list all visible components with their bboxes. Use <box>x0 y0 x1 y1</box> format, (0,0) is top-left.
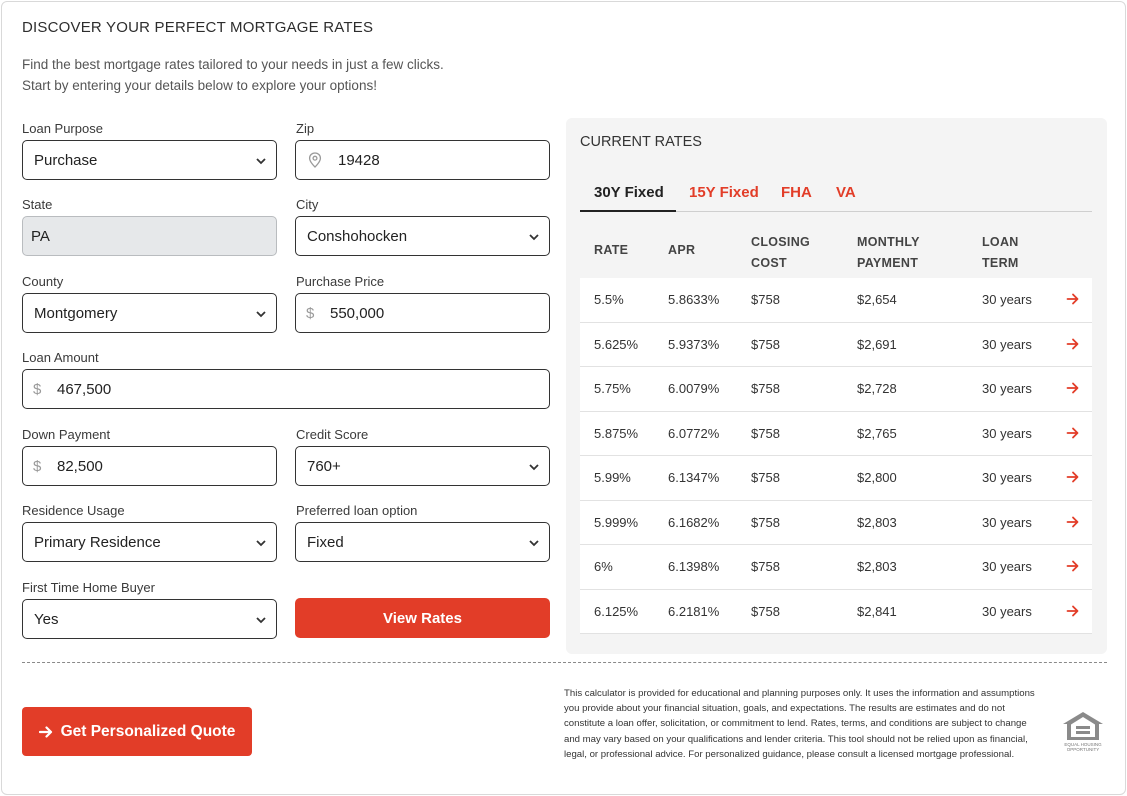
rate-cell-rate: 5.99% <box>594 470 631 485</box>
rate-cell-rate: 5.875% <box>594 425 639 441</box>
rate-cell-apr: 6.0079% <box>668 381 720 396</box>
preferred-loan-select[interactable] <box>295 522 550 562</box>
loan-amount-label: Loan Amount <box>22 350 99 365</box>
get-quote-label: Get Personalized Quote <box>60 722 236 740</box>
rate-cell-closing: $758 <box>751 514 780 530</box>
credit-score-select[interactable] <box>295 446 550 486</box>
col-loan-term <box>982 232 1019 274</box>
arrow-right-icon[interactable] <box>1066 558 1080 574</box>
purchase-price-label: Purchase Price <box>296 274 385 289</box>
down-payment-label: Down Payment <box>22 427 111 442</box>
equal-housing-logo-text: EQUAL HOUSING OPPORTUNITY <box>1064 742 1102 752</box>
current-rates-title: CURRENT RATES <box>580 134 702 150</box>
arrow-right-icon[interactable] <box>1066 291 1080 307</box>
rate-cell-closing: $758 <box>751 559 780 574</box>
chevron-down-icon <box>254 307 268 321</box>
arrow-right-icon[interactable] <box>1066 336 1080 352</box>
rate-cell-apr: 6.1682% <box>668 514 720 530</box>
loan-purpose-value: Purchase <box>34 151 98 169</box>
col-term-line2: TERM <box>982 256 1019 270</box>
rate-cell-term: 30 years <box>982 292 1032 307</box>
get-quote-button[interactable] <box>22 707 252 756</box>
rate-row[interactable] <box>580 278 1092 323</box>
rate-cell-term: 30 years <box>982 514 1032 530</box>
rate-row[interactable] <box>580 412 1092 457</box>
col-monthly-line2: PAYMENT <box>857 256 919 270</box>
rate-row[interactable] <box>580 590 1092 635</box>
rate-cell-term: 30 years <box>982 336 1032 352</box>
arrow-right-icon[interactable] <box>1066 603 1080 619</box>
rate-cell-monthly: $2,765 <box>857 425 897 441</box>
county-value: Montgomery <box>34 304 118 322</box>
chevron-down-icon <box>527 230 541 244</box>
rate-row[interactable] <box>580 501 1092 546</box>
down-payment-input[interactable] <box>22 446 277 486</box>
zip-label: Zip <box>296 121 315 136</box>
rate-cell-term: 30 years <box>982 559 1032 574</box>
chevron-down-icon <box>527 460 541 474</box>
rate-cell-term: 30 years <box>982 603 1032 619</box>
zip-input[interactable] <box>295 140 550 180</box>
col-closing-line1: CLOSING <box>751 235 811 249</box>
residence-usage-value: Primary Residence <box>34 533 161 551</box>
rate-cell-apr: 6.1347% <box>668 470 720 485</box>
dollar-prefix: $ <box>306 304 315 322</box>
state-label: State <box>22 197 53 212</box>
city-select[interactable] <box>295 216 550 256</box>
arrow-right-icon[interactable] <box>1066 380 1080 396</box>
rate-cell-monthly: $2,691 <box>857 336 897 352</box>
arrow-right-icon[interactable] <box>1066 425 1080 441</box>
loan-purpose-select[interactable] <box>22 140 277 180</box>
chevron-down-icon <box>254 536 268 550</box>
residence-usage-label: Residence Usage <box>22 503 125 518</box>
col-closing-cost <box>751 232 810 274</box>
rate-cell-apr: 6.0772% <box>668 425 720 441</box>
preferred-loan-value: Fixed <box>307 533 344 551</box>
arrow-right-icon[interactable] <box>1066 514 1080 530</box>
credit-score-label: Credit Score <box>296 427 369 442</box>
chevron-down-icon <box>527 536 541 550</box>
down-payment-value: 82,500 <box>57 457 103 475</box>
first-time-buyer-select[interactable] <box>22 599 277 639</box>
rate-cell-closing: $758 <box>751 381 780 396</box>
current-rates-panel <box>566 118 1107 654</box>
loan-purpose-label: Loan Purpose <box>22 121 103 136</box>
rate-cell-apr: 5.8633% <box>668 292 720 307</box>
col-monthly-payment <box>857 232 920 274</box>
rate-row[interactable] <box>580 367 1092 412</box>
loan-amount-value: 467,500 <box>57 380 112 398</box>
col-monthly-line1: MONTHLY <box>857 235 920 249</box>
rate-cell-closing: $758 <box>751 603 780 619</box>
arrow-right-icon <box>39 725 53 739</box>
county-select[interactable] <box>22 293 277 333</box>
chevron-down-icon <box>254 154 268 168</box>
state-value: PA <box>31 227 50 245</box>
tab-va[interactable]: VA <box>836 184 856 201</box>
rate-row[interactable] <box>580 323 1092 368</box>
chevron-down-icon <box>254 613 268 627</box>
credit-score-value: 760+ <box>307 457 341 475</box>
page-title: DISCOVER YOUR PERFECT MORTGAGE RATES <box>22 19 374 36</box>
county-label: County <box>22 274 64 289</box>
col-rate: RATE <box>594 243 629 257</box>
zip-value: 19428 <box>338 151 380 169</box>
rate-cell-rate: 5.999% <box>594 514 639 530</box>
first-time-buyer-label: First Time Home Buyer <box>22 580 155 595</box>
tab-15y-fixed[interactable]: 15Y Fixed <box>689 184 759 201</box>
rate-cell-closing: $758 <box>751 425 780 441</box>
arrow-right-icon[interactable] <box>1066 469 1080 485</box>
intro-line-1: Find the best mortgage rates tailored to your needs in just a few clicks. <box>22 57 444 72</box>
preferred-loan-label: Preferred loan option <box>296 503 418 518</box>
disclaimer-text: This calculator is provided for educational and planning purposes only. It uses the information and assumptions you provide about your financial situation, goals, and expectations. The results are estimates and do not constitute a loan offer, solicitation, or commitment to lend. Rates, terms, and conditions are subject to change and may vary based on your qualifications and lender criteria. This tool should not be relied upon as financial, legal, or professional advice. For personalized guidance, please consult a licensed mortgage professional. <box>564 688 1035 760</box>
first-time-buyer-value: Yes <box>34 610 59 628</box>
tab-30y-fixed[interactable]: 30Y Fixed <box>594 184 664 201</box>
rate-cell-monthly: $2,800 <box>857 470 897 485</box>
tab-fha[interactable]: FHA <box>781 184 812 201</box>
rate-cell-monthly: $2,803 <box>857 514 897 530</box>
intro-line-2: Start by entering your details below to explore your options! <box>22 78 377 93</box>
intro-text <box>22 54 444 96</box>
rate-cell-apr: 6.2181% <box>668 603 720 619</box>
rates-table-header <box>580 212 1092 278</box>
rate-cell-rate: 5.5% <box>594 292 624 307</box>
rate-cell-closing: $758 <box>751 470 780 485</box>
rate-cell-term: 30 years <box>982 470 1032 485</box>
rate-cell-apr: 6.1398% <box>668 559 720 574</box>
city-label: City <box>296 197 319 212</box>
rate-cell-monthly: $2,654 <box>857 292 897 307</box>
rates-table-body <box>580 278 1092 634</box>
rate-cell-term: 30 years <box>982 425 1032 441</box>
purchase-price-value: 550,000 <box>330 304 385 322</box>
rate-cell-monthly: $2,841 <box>857 603 897 619</box>
rate-cell-monthly: $2,803 <box>857 559 897 574</box>
location-pin-icon <box>308 152 322 168</box>
rate-cell-rate: 6.125% <box>594 603 639 619</box>
rate-cell-rate: 5.75% <box>594 381 631 396</box>
rate-cell-rate: 5.625% <box>594 336 639 352</box>
col-closing-line2: COST <box>751 256 787 270</box>
view-rates-button[interactable]: View Rates <box>295 598 550 638</box>
rate-tabs <box>580 174 1092 212</box>
rate-cell-monthly: $2,728 <box>857 381 897 396</box>
section-divider <box>22 662 1107 663</box>
rate-cell-term: 30 years <box>982 381 1032 396</box>
rate-cell-apr: 5.9373% <box>668 336 720 352</box>
rate-cell-closing: $758 <box>751 292 780 307</box>
rate-cell-closing: $758 <box>751 336 780 352</box>
city-value: Conshohocken <box>307 227 408 245</box>
rate-row[interactable] <box>580 545 1092 590</box>
col-apr: APR <box>668 243 696 257</box>
rate-row[interactable] <box>580 456 1092 501</box>
col-term-line1: LOAN <box>982 235 1019 249</box>
rate-cell-rate: 6% <box>594 559 613 574</box>
dollar-prefix: $ <box>33 380 42 398</box>
state-field <box>22 216 277 256</box>
purchase-price-input[interactable] <box>295 293 550 333</box>
dollar-prefix: $ <box>33 457 42 475</box>
residence-usage-select[interactable] <box>22 522 277 562</box>
loan-amount-input[interactable] <box>22 369 550 409</box>
